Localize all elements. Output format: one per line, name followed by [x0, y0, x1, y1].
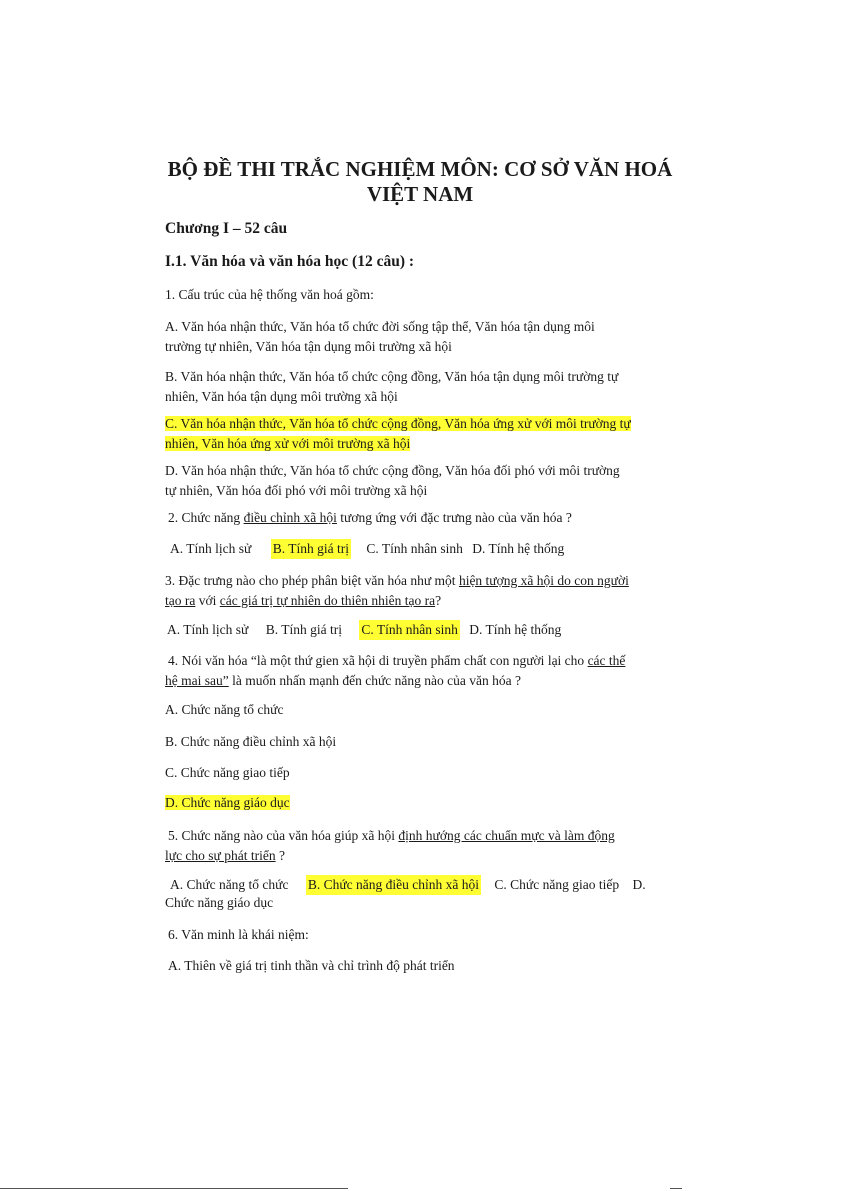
q5-option-d-text: Chức năng giáo dục — [165, 895, 274, 910]
question-2 — [168, 508, 678, 528]
q1-option-c-line2: nhiên, Văn hóa ứng xử với môi trường xã hội — [165, 436, 411, 451]
section-heading: I.1. Văn hóa và văn hóa học (12 câu) : — [165, 253, 415, 270]
q5-line1-underlined: định hướng các chuẩn mực và làm động — [398, 828, 615, 843]
question-5 — [165, 826, 675, 866]
q4-option-b: B. Chức năng điều chỉnh xã hội — [165, 734, 337, 749]
title-line-1: BỘ ĐỀ THI TRẮC NGHIỆM MÔN: CƠ SỞ VĂN HOÁ — [167, 157, 673, 181]
q2-option-c: C. Tính nhân sinh — [366, 541, 463, 556]
q3-option-d: D. Tính hệ thống — [469, 622, 562, 637]
q3-line2-underlined-1: tạo ra — [165, 593, 196, 608]
question-3 — [165, 571, 675, 611]
q1-option-c-correct — [165, 414, 675, 454]
q1-option-c-line1: C. Văn hóa nhận thức, Văn hóa tổ chức cộng đồng, Văn hóa ứng xử với môi trường tự — [165, 416, 631, 431]
title-line-2: VIỆT NAM — [366, 182, 474, 206]
q1-option-d-line1: D. Văn hóa nhận thức, Văn hóa tổ chức cộng đồng, Văn hóa đối phó với môi trường — [165, 463, 620, 478]
q4-line2-underlined: hệ mai sau” — [165, 673, 229, 688]
q5-line2-underlined: lực cho sự phát triển — [165, 848, 276, 863]
q3-option-c-correct: C. Tính nhân sinh — [359, 620, 460, 640]
q2-text-post: tương ứng với đặc trưng nào của văn hóa ? — [336, 510, 572, 525]
q4-line1-pre: 4. Nói văn hóa “là một thứ gien xã hội di truyền phẩm chất con người lại cho — [168, 653, 588, 668]
q3-line1-pre: 3. Đặc trưng nào cho phép phân biệt văn hóa như một — [165, 573, 459, 588]
q4-option-a: A. Chức năng tổ chức — [165, 702, 284, 717]
footer-dash — [670, 1188, 682, 1189]
q1-option-b-line1: B. Văn hóa nhận thức, Văn hóa tổ chức cộng đồng, Văn hóa tận dụng môi trường tự — [165, 369, 619, 384]
q3-option-a: A. Tính lịch sử — [167, 622, 249, 637]
q2-option-a: A. Tính lịch sử — [170, 541, 252, 556]
q5-option-c: C. Chức năng giao tiếp — [494, 877, 620, 892]
q1-option-a — [165, 317, 675, 357]
q1-option-b-line2: nhiên, Văn hóa tận dụng môi trường xã hội — [165, 389, 398, 404]
chapter-heading: Chương I – 52 câu — [165, 220, 288, 237]
q2-options — [168, 539, 566, 559]
q4-line2-post: là muốn nhấn mạnh đến chức năng nào của văn hóa ? — [228, 673, 521, 688]
q3-line2-mid: với — [195, 593, 220, 608]
q5-option-a: A. Chức năng tổ chức — [170, 877, 289, 892]
q5-line2-post: ? — [275, 848, 285, 863]
q5-line1-pre: 5. Chức năng nào của văn hóa giúp xã hội — [168, 828, 399, 843]
q2-option-b-correct: B. Tính giá trị — [271, 539, 351, 559]
q1-option-d-line2: tự nhiên, Văn hóa đối phó với môi trường xã hội — [165, 483, 428, 498]
q6-option-a: A. Thiên về giá trị tinh thần và chỉ trình độ phát triển — [168, 958, 455, 973]
q4-option-c: C. Chức năng giao tiếp — [165, 765, 290, 780]
document-title — [140, 157, 700, 207]
q1-option-a-line1: A. Văn hóa nhận thức, Văn hóa tổ chức đời sống tập thể, Văn hóa tận dụng môi — [165, 319, 595, 334]
q4-option-d-correct — [165, 793, 675, 813]
q3-options — [165, 620, 563, 640]
question-6: 6. Văn minh là khái niệm: — [168, 927, 309, 942]
q5-option-d-label: D. — [632, 877, 646, 892]
q2-text-pre: 2. Chức năng — [168, 510, 244, 525]
question-4 — [165, 651, 675, 691]
q2-option-d: D. Tính hệ thống — [472, 541, 565, 556]
q3-line2-underlined-2: các giá trị tự nhiên do thiên nhiên tạo ra — [219, 593, 436, 608]
footer-rule — [0, 1188, 348, 1189]
q5-option-b-correct: B. Chức năng điều chỉnh xã hội — [306, 875, 481, 895]
q2-text-underlined: điều chỉnh xã hội — [243, 510, 337, 525]
q3-line1-underlined: hiện tượng xã hội do con người — [458, 573, 629, 588]
q4-line1-underlined: các thế — [587, 653, 626, 668]
q1-option-a-line2: trường tự nhiên, Văn hóa tận dụng môi trường xã hội — [165, 339, 452, 354]
q4-option-d-text: D. Chức năng giáo dục — [165, 795, 290, 810]
q1-option-d — [165, 461, 675, 501]
q3-line2-post: ? — [435, 593, 442, 608]
q1-option-b — [165, 367, 675, 407]
q5-options — [168, 875, 648, 895]
q3-option-b: B. Tính giá trị — [265, 622, 342, 637]
question-1: 1. Cấu trúc của hệ thống văn hoá gồm: — [165, 287, 374, 302]
